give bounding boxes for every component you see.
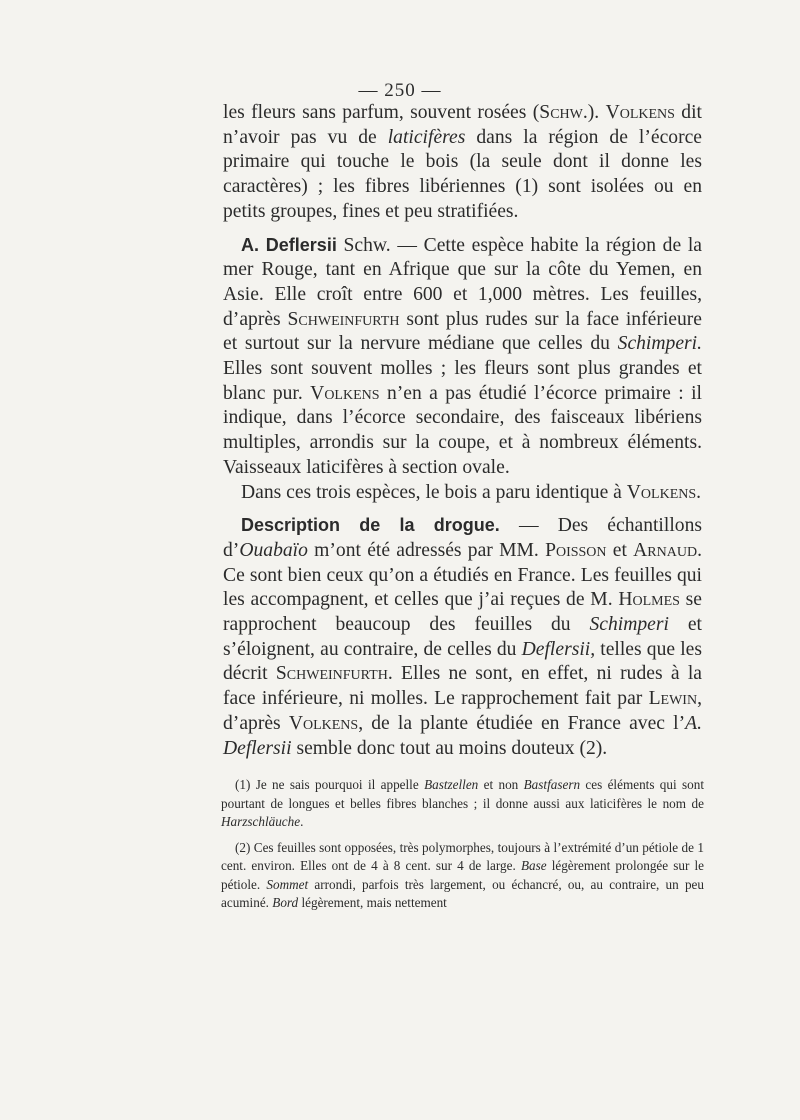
italic-term: Harzschläuche — [221, 814, 301, 829]
author-name: Volkens — [605, 102, 675, 123]
author-name: Holmes — [618, 589, 680, 611]
text-run: les fleurs sans parfum, souvent rosées ( — [223, 102, 540, 123]
italic-term: Deflersii, — [521, 638, 596, 660]
paragraph-continuation — [223, 101, 702, 225]
footnotes — [221, 776, 704, 920]
text-run: ). — [587, 102, 606, 123]
text-run: se rapprochent beaucoup des feuilles du — [223, 589, 702, 636]
text-run: arrondi, parfois très largement, ou échancré, ou, au contraire, un peu acuminé. — [221, 876, 705, 910]
author-abbrev: Schw. — [539, 102, 588, 123]
text-run: n’en a pas étudié l’écorce primaire : il indique, dans l’écorce secondaire, des faisceaux libériens multiples, arrondis sur la coupe, et à nombreux éléments. Vaisseaux laticifères à section ovale. — [223, 382, 702, 478]
text-run: . Ce sont bien ceux qu’on a étudiés en France. Les feuilles qui les accompagnent, et celles que j’ai reçues de M. — [223, 539, 702, 611]
paragraph-description — [223, 513, 702, 761]
author-name: Lewin — [648, 688, 698, 710]
section-heading: A. Deflersii — [241, 234, 337, 255]
italic-term: Base — [520, 858, 547, 873]
text-run: . — [300, 814, 304, 829]
italic-term: Bastfasern — [523, 777, 581, 792]
italic-term: Sommet — [266, 876, 309, 892]
text-run: dans la région de l’écorce primaire qui touche le bois (la seule dont il donne les caractères) ; les fibres libériennes (1) sont isolées ou en petits groupes, fines et peu stratifiées. — [223, 126, 702, 222]
paragraph-deflersii — [223, 233, 702, 481]
text-run: et non — [478, 777, 524, 792]
text-run: — Des échantillons d’ — [223, 515, 702, 561]
text-run: sont plus rudes sur la face inférieure et surtout sur la nervure médiane que celles du — [223, 308, 703, 355]
main-text — [223, 101, 702, 761]
author-name: Arnaud — [633, 539, 698, 561]
italic-term: Ouabaïo — [239, 539, 308, 561]
text-run: , d’après — [223, 688, 702, 734]
author-name: Volkens — [288, 712, 359, 734]
italic-term: A. Deflersii — [223, 712, 702, 759]
text-run: telles que les décrit — [223, 638, 702, 685]
author-name: Poisson — [545, 539, 607, 561]
text-run: dit n’avoir pas vu de — [223, 102, 702, 148]
author-name: Volkens — [626, 481, 697, 503]
text-run: légèrement prolongée sur le pétiole. — [221, 858, 704, 892]
text-run: semble donc tout au moins douteux (2). — [291, 737, 608, 759]
text-run: Dans ces trois espèces, le bois a paru identique à — [241, 481, 627, 503]
footnote-1 — [221, 776, 704, 832]
italic-term: Bastzellen — [424, 777, 479, 792]
text-run: Schw. — Cette espèce habite la région de la mer Rouge, tant en Afrique que sur la côte du Yemen, en Asie. Elle croît entre 600 et 1,000 mètres. Les feuilles, d’après — [223, 234, 702, 330]
text-run: m’ont été adressés par MM. — [307, 539, 546, 561]
italic-term: Schimperi — [589, 614, 669, 636]
text-run: (1) Je ne sais pourquoi il appelle — [235, 777, 425, 792]
paragraph-three-species — [223, 481, 702, 506]
section-heading: Description de la drogue. — [241, 515, 500, 536]
text-run: ces éléments qui sont pourtant de longues et belles fibres blanches ; il donne aussi aux laticifères le nom de — [221, 777, 704, 811]
author-name: Schweinfurth — [275, 663, 388, 685]
italic-term: Bord — [272, 895, 299, 910]
text-run: , de la plante étudiée en France avec l’ — [358, 712, 686, 734]
text-run: . — [696, 481, 702, 503]
page-number: — 250 — — [358, 80, 442, 101]
footnote-2 — [221, 839, 704, 913]
author-name: Schweinfurth — [287, 308, 400, 330]
text-run: légèrement, mais nettement — [298, 895, 447, 910]
text-run: . Elles ne sont, en effet, ni rudes à la face inférieure, ni molles. Le rapprochement fait par — [223, 663, 702, 710]
italic-term: laticifères — [387, 126, 466, 148]
text-run: (2) Ces feuilles sont opposées, très polymorphes, toujours à l’extrémité d’un pétiole de 1 cent. environ. Elles ont de 4 à 8 cent. sur 4 de large. — [221, 839, 704, 873]
italic-term: Schimperi. — [617, 333, 702, 355]
text-run: et s’éloignent, au contraire, de celles du — [223, 614, 702, 660]
author-name: Volkens — [310, 382, 380, 404]
text-run: Elles sont souvent molles ; les fleurs sont plus grandes et blanc pur. — [223, 358, 702, 404]
text-run: et — [606, 539, 634, 561]
